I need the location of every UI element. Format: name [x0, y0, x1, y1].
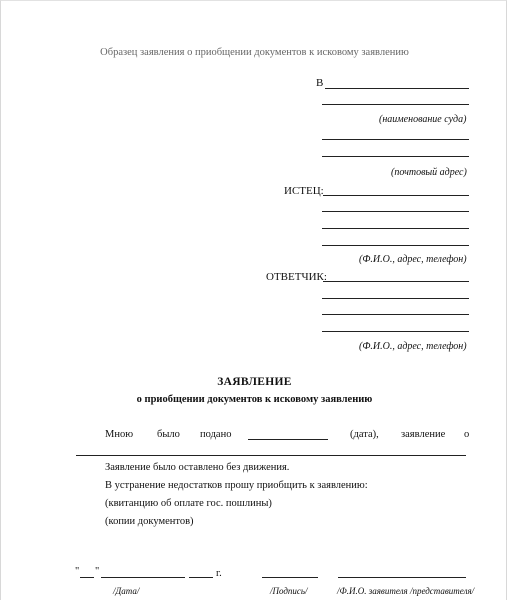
submission-date-field[interactable]	[248, 439, 328, 440]
postal-address-field-line-1[interactable]	[322, 139, 469, 140]
defendant-field-line-3[interactable]	[322, 314, 469, 315]
postal-address-field-line-2[interactable]	[322, 156, 469, 157]
line1-word-1: Мною	[105, 429, 134, 440]
date-caption: /Дата/	[113, 586, 140, 596]
court-name-caption: (наименование суда)	[379, 114, 467, 125]
line1-date-word: (дата),	[350, 429, 379, 440]
line1-word-4: заявление	[401, 429, 446, 440]
signature-field[interactable]	[262, 577, 318, 578]
defendant-field-line-4[interactable]	[322, 331, 469, 332]
plaintiff-field-line-3[interactable]	[322, 228, 469, 229]
defendant-caption: (Ф.И.О., адрес, телефон)	[359, 341, 467, 352]
plaintiff-caption: (Ф.И.О., адрес, телефон)	[359, 254, 467, 265]
court-name-field-line-2[interactable]	[322, 104, 469, 105]
line1-word-5: о	[464, 429, 470, 440]
paragraph-left-without-motion: Заявление было оставлено без движения.	[105, 462, 290, 473]
applicant-name-caption: /Ф.И.О. заявителя /представителя/	[337, 586, 475, 596]
signature-caption: /Подпись/	[270, 586, 308, 596]
attachment-item-copies: (копии документов)	[105, 516, 194, 527]
document-subtitle: о приобщении документов к исковому заявлению	[136, 394, 373, 405]
plaintiff-field-line-1[interactable]	[323, 195, 469, 196]
header-caption: Образец заявления о приобщении документов к исковому заявлению	[100, 47, 409, 58]
plaintiff-label: ИСТЕЦ:	[284, 185, 324, 197]
postal-address-caption: (почтовый адрес)	[391, 167, 467, 178]
defendant-label: ОТВЕТЧИК:	[266, 271, 327, 283]
date-quote-close: "	[95, 566, 100, 577]
applicant-name-field[interactable]	[338, 577, 466, 578]
date-month-field[interactable]	[101, 577, 185, 578]
line1-word-3: подано	[200, 429, 232, 440]
line1-word-2: было	[157, 429, 180, 440]
date-day-field[interactable]	[80, 577, 94, 578]
paragraph-request: В устранение недостатков прошу приобщить к заявлению:	[105, 480, 368, 491]
plaintiff-field-line-2[interactable]	[322, 211, 469, 212]
plaintiff-field-line-4[interactable]	[322, 245, 469, 246]
date-year-suffix: г.	[216, 568, 222, 579]
document-title: ЗАЯВЛЕНИЕ	[217, 376, 292, 388]
application-subject-field[interactable]	[76, 455, 466, 456]
defendant-field-line-2[interactable]	[322, 298, 469, 299]
to-court-prefix: В	[316, 77, 324, 89]
defendant-field-line-1[interactable]	[323, 281, 469, 282]
court-name-field-line-1[interactable]	[325, 88, 469, 89]
date-quote-open: "	[75, 566, 80, 577]
date-year-field[interactable]	[189, 577, 213, 578]
attachment-item-receipt: (квитанцию об оплате гос. пошлины)	[105, 498, 272, 509]
